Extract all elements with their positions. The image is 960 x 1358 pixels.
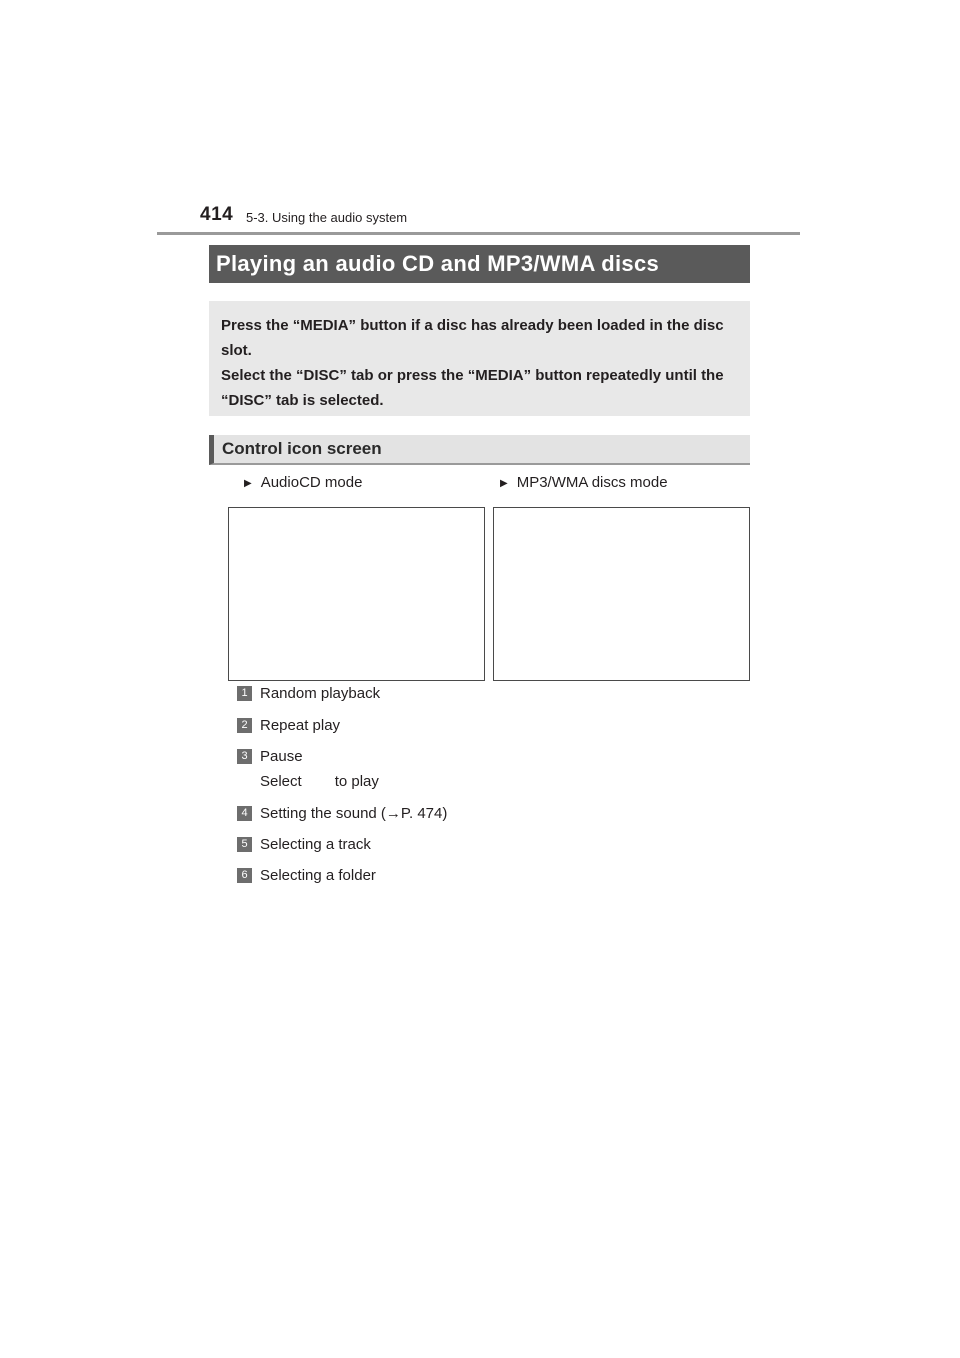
mode-label-text: AudioCD mode <box>260 474 363 491</box>
screen-image-audiocd <box>228 507 485 681</box>
intro-line-2: Select the “DISC” tab or press the “MEDIA” button repeatedly until the “DISC” tab is selected. <box>221 367 724 409</box>
pause-note <box>260 773 379 790</box>
item-number-badge: 5 <box>237 837 252 852</box>
item-number-badge: 4 <box>237 806 252 821</box>
item-text: Repeat play <box>260 717 341 734</box>
item-number-badge: 3 <box>237 749 252 764</box>
pause-note-after: to play <box>334 773 379 790</box>
triangle-right-icon: ▶ <box>244 478 252 489</box>
page-number: 414 <box>200 204 234 225</box>
item-text: Selecting a folder <box>260 867 376 884</box>
item-text: Selecting a track <box>260 836 371 853</box>
intro-box <box>209 301 750 416</box>
mode-label-text: MP3/WMA discs mode <box>516 474 668 491</box>
page-title: Playing an audio CD and MP3/WMA discs <box>209 245 750 283</box>
mode-label-audiocd <box>244 474 362 491</box>
item-number-badge: 6 <box>237 868 252 883</box>
header-rule <box>157 232 800 235</box>
triangle-right-icon: ▶ <box>500 478 508 489</box>
item-number-badge: 1 <box>237 686 252 701</box>
section-reference: 5-3. Using the audio system <box>246 210 408 225</box>
intro-line-1: Press the “MEDIA” button if a disc has already been loaded in the disc slot. <box>221 317 724 359</box>
mode-label-mp3 <box>500 474 668 491</box>
screen-image-mp3 <box>493 507 750 681</box>
pause-note-before: Select <box>260 773 302 790</box>
subsection-title: Control icon screen <box>209 435 750 465</box>
item-number-badge: 2 <box>237 718 252 733</box>
item-text: Pause <box>260 748 303 765</box>
item-text: Setting the sound (→P. 474) <box>260 805 448 822</box>
item-text: Random playback <box>260 685 381 702</box>
